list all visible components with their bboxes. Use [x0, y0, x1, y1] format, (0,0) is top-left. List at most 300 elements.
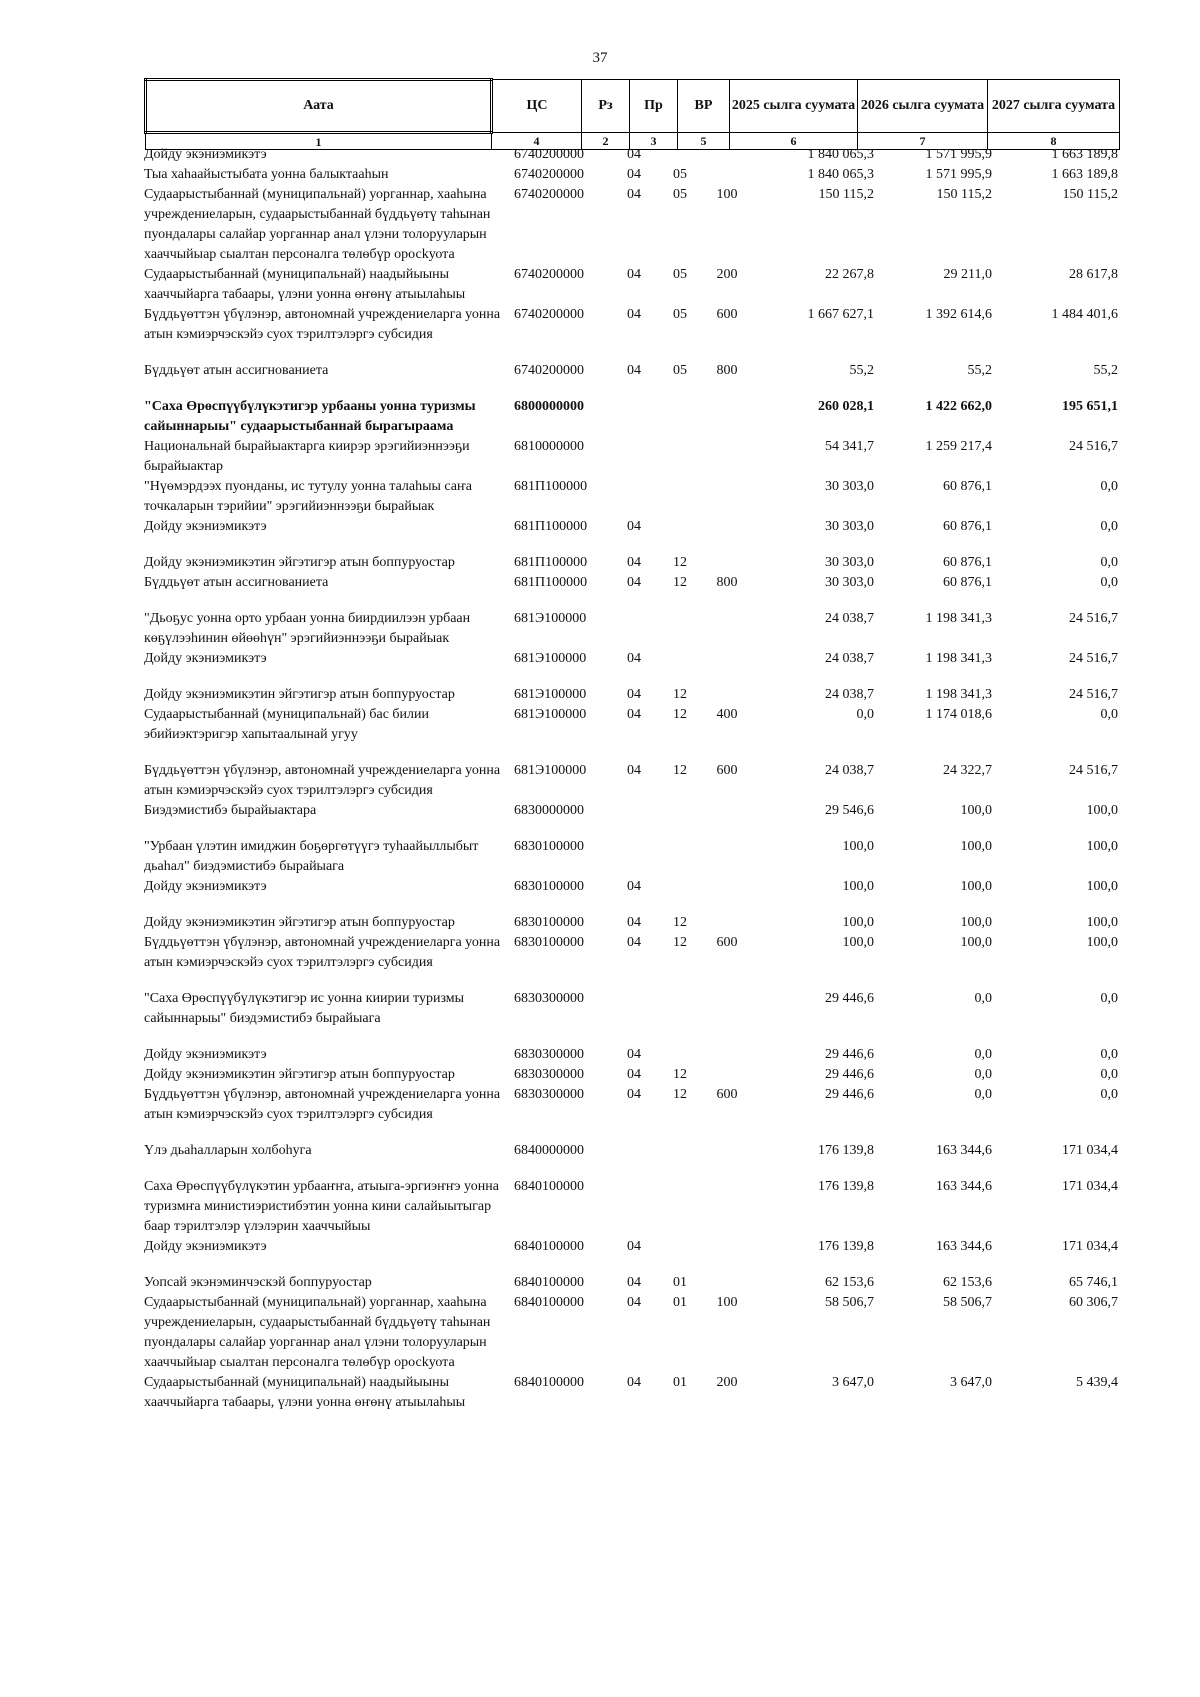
row-value-2026: 1 571 995,9 — [925, 167, 992, 182]
row-vr — [704, 1273, 750, 1293]
row-name: Дойду экэниэмикэтэ — [144, 879, 267, 894]
table-row — [144, 801, 1118, 837]
row-cs-code: 6830000000 — [514, 803, 584, 818]
table-row — [144, 477, 1118, 517]
row-pr — [656, 1141, 704, 1177]
row-name: Дойду экэниэмикэтэ — [144, 1047, 267, 1062]
row-cs-code: 6840000000 — [514, 1143, 584, 1158]
row-name: Дойду экэниэмикэтин эйгэтигэр атын боппуруостар — [144, 915, 455, 930]
table-row — [144, 1177, 1118, 1237]
table-row — [144, 877, 1118, 913]
row-value-2026: 0,0 — [974, 1087, 992, 1102]
row-name: Судаарыстыбаннай (муниципальнай) уорганнар, хааһына учреждениеларын, судаарыстыбаннай бүддьүөтү таһынан пуондалары салайар уорганнар анал үлэни толорууларын хааччыйыар сыалтан персоналга төлөбүр оросkуота — [144, 187, 491, 262]
table-row — [144, 361, 1118, 397]
row-value-2026: 1 198 341,3 — [925, 651, 992, 666]
row-value-2025: 62 153,6 — [825, 1275, 874, 1290]
row-value-2026: 58 506,7 — [943, 1295, 992, 1310]
row-value-2025: 22 267,8 — [825, 267, 874, 282]
row-value-2027: 1 484 401,6 — [1051, 307, 1118, 322]
table-row — [144, 1065, 1118, 1085]
col-number-2026: 7 — [858, 133, 988, 150]
row-value-2027: 100,0 — [1086, 879, 1118, 894]
col-header-vr: ВР — [678, 80, 730, 133]
row-pr: 12 — [673, 1067, 687, 1082]
row-rz: 04 — [627, 763, 641, 778]
row-name: Судаарыстыбаннай (муниципальнай) наадыйыыны хааччыйарга табаары, үлэни уонна өҥөнү атыылаһыы — [144, 1375, 466, 1410]
row-rz — [612, 801, 656, 837]
table-row — [144, 265, 1118, 305]
row-cs-code: 6830100000 — [514, 935, 584, 950]
row-pr — [656, 801, 704, 837]
table-row — [144, 305, 1118, 361]
row-value-2025: 100,0 — [842, 839, 874, 854]
col-header-pr: Пр — [630, 80, 678, 133]
row-rz — [612, 397, 656, 437]
row-vr — [704, 1177, 750, 1237]
row-value-2027: 65 746,1 — [1069, 1275, 1118, 1290]
row-vr: 400 — [716, 707, 738, 722]
row-cs-code: 681Э100000 — [514, 651, 587, 666]
row-value-2026: 60 876,1 — [943, 555, 992, 570]
table-row — [144, 989, 1118, 1045]
col-header-2026: 2026 сылга суумата — [858, 80, 988, 133]
row-value-2027: 24 516,7 — [1069, 687, 1118, 702]
row-vr — [704, 437, 750, 477]
row-rz: 04 — [627, 687, 641, 702]
row-cs-code: 6840100000 — [514, 1179, 584, 1194]
row-rz — [612, 609, 656, 649]
row-vr — [704, 837, 750, 877]
row-cs-code: 6740200000 — [514, 307, 584, 322]
row-value-2027: 100,0 — [1086, 803, 1118, 818]
row-rz — [612, 837, 656, 877]
row-rz: 04 — [627, 1239, 641, 1254]
table-row — [144, 1085, 1118, 1141]
row-name: Судаарыстыбаннай (муниципальнай) наадыйыыны хааччыйарга табаары, үлэни уонна өҥөнү атыылаһыы — [144, 267, 466, 302]
row-pr — [656, 1177, 704, 1237]
row-value-2025: 24 038,7 — [825, 651, 874, 666]
row-name: Биэдэмистибэ бырайыактара — [144, 803, 317, 818]
table-row — [144, 185, 1118, 265]
row-cs-code: 6740200000 — [514, 187, 584, 202]
row-pr: 12 — [673, 915, 687, 930]
row-pr: 12 — [673, 555, 687, 570]
row-cs-code: 681П100000 — [514, 519, 588, 534]
row-value-2026: 163 344,6 — [936, 1179, 992, 1194]
row-pr: 12 — [673, 707, 687, 722]
row-value-2025: 58 506,7 — [825, 1295, 874, 1310]
table-row — [144, 145, 1118, 165]
row-value-2025: 30 303,0 — [825, 575, 874, 590]
row-cs-code: 6740200000 — [514, 167, 584, 182]
row-rz: 04 — [627, 147, 641, 162]
row-value-2026: 100,0 — [960, 839, 992, 854]
row-rz: 04 — [627, 1067, 641, 1082]
row-rz: 04 — [627, 307, 641, 322]
row-cs-code: 6740200000 — [514, 267, 584, 282]
row-rz: 04 — [627, 1047, 641, 1062]
row-vr — [704, 609, 750, 649]
row-value-2025: 260 028,1 — [818, 399, 874, 414]
table-row — [144, 1045, 1118, 1065]
row-value-2025: 0,0 — [856, 707, 874, 722]
row-name: Бүддьүөт атын ассигнованиета — [144, 575, 329, 590]
table-row — [144, 609, 1118, 649]
row-name: Судаарыстыбаннай (муниципальнай) бас билии эбийиэктэригэр хапытаалынай угуу — [144, 707, 430, 742]
row-value-2027: 0,0 — [1100, 575, 1118, 590]
row-rz: 04 — [627, 519, 641, 534]
row-value-2025: 29 446,6 — [825, 1067, 874, 1082]
row-value-2025: 30 303,0 — [825, 479, 874, 494]
row-cs-code: 6810000000 — [514, 439, 584, 454]
row-vr — [704, 1237, 750, 1273]
row-value-2027: 28 617,8 — [1069, 267, 1118, 282]
table-row — [144, 837, 1118, 877]
row-value-2027: 171 034,4 — [1062, 1143, 1118, 1158]
row-name: Дойду экэниэмикэтин эйгэтигэр атын боппуруостар — [144, 555, 455, 570]
row-pr: 05 — [673, 267, 687, 282]
row-pr — [656, 649, 704, 685]
row-rz: 04 — [627, 707, 641, 722]
row-pr: 01 — [673, 1275, 687, 1290]
row-cs-code: 6840100000 — [514, 1239, 584, 1254]
row-cs-code: 681П100000 — [514, 479, 588, 494]
row-rz: 04 — [627, 1087, 641, 1102]
row-value-2027: 100,0 — [1086, 915, 1118, 930]
col-number-cs: 4 — [492, 133, 582, 150]
row-value-2025: 100,0 — [842, 915, 874, 930]
row-value-2027: 1 663 189,8 — [1051, 147, 1118, 162]
row-pr: 05 — [673, 187, 687, 202]
row-rz: 04 — [627, 267, 641, 282]
row-rz — [612, 437, 656, 477]
row-vr — [704, 517, 750, 553]
row-value-2025: 176 139,8 — [818, 1239, 874, 1254]
row-pr — [656, 397, 704, 437]
row-value-2026: 150 115,2 — [936, 187, 992, 202]
row-value-2027: 0,0 — [1100, 1067, 1118, 1082]
row-value-2027: 55,2 — [1093, 363, 1118, 378]
row-value-2026: 1 198 341,3 — [925, 611, 992, 626]
row-vr: 600 — [716, 935, 738, 950]
col-number-vr: 5 — [678, 133, 730, 150]
table-header — [144, 78, 1120, 150]
row-value-2027: 0,0 — [1100, 991, 1118, 1006]
row-value-2026: 60 876,1 — [943, 519, 992, 534]
table-row — [144, 1141, 1118, 1177]
row-name: Дойду экэниэмикэтэ — [144, 147, 267, 162]
row-pr: 12 — [673, 687, 687, 702]
row-value-2027: 195 651,1 — [1062, 399, 1118, 414]
row-rz: 04 — [627, 363, 641, 378]
row-name: Саха Өрөспүүбүлүкэтин урбааҥҥа, атыыга-эргиэҥҥэ уонна туризмҥа министиэристибэтин уонна кини салайыытыгар баар тэрилтэлэр үлэлэрин хааччыйыы — [144, 1179, 499, 1234]
table-row — [144, 553, 1118, 573]
row-cs-code: 6830300000 — [514, 1067, 584, 1082]
row-name: "Урбаан үлэтин имиджин боҕөргөтүүгэ туһаайыллыбыт дьаһал" биэдэмистибэ бырайыага — [144, 839, 479, 874]
row-value-2027: 150 115,2 — [1062, 187, 1118, 202]
table-row — [144, 1293, 1118, 1373]
row-vr — [704, 165, 750, 185]
col-number-name: 1 — [146, 133, 492, 150]
row-vr: 800 — [716, 575, 738, 590]
row-value-2027: 24 516,7 — [1069, 439, 1118, 454]
row-rz: 04 — [627, 187, 641, 202]
row-pr: 12 — [673, 935, 687, 950]
row-cs-code: 681Э100000 — [514, 687, 587, 702]
row-pr — [656, 609, 704, 649]
row-vr — [704, 1141, 750, 1177]
row-value-2027: 24 516,7 — [1069, 611, 1118, 626]
row-vr — [704, 989, 750, 1045]
row-value-2025: 29 446,6 — [825, 1047, 874, 1062]
row-vr — [704, 1045, 750, 1065]
row-value-2026: 62 153,6 — [943, 1275, 992, 1290]
row-value-2025: 3 647,0 — [832, 1375, 874, 1390]
row-value-2026: 0,0 — [974, 1047, 992, 1062]
row-value-2026: 1 198 341,3 — [925, 687, 992, 702]
row-cs-code: 681П100000 — [514, 555, 588, 570]
row-name: Бүддьүөттэн үбүлэнэр, автономнай учреждениеларга уонна атын кэмиэрчэскэйэ суох тэрилтэлэргэ субсидия — [144, 1087, 501, 1122]
row-vr — [704, 553, 750, 573]
row-value-2027: 24 516,7 — [1069, 763, 1118, 778]
row-name: Бүддьүөттэн үбүлэнэр, автономнай учреждениеларга уонна атын кэмиэрчэскэйэ суох тэрилтэлэргэ субсидия — [144, 935, 501, 970]
row-cs-code: 681П100000 — [514, 575, 588, 590]
row-rz: 04 — [627, 167, 641, 182]
row-name: Дойду экэниэмикэтэ — [144, 651, 267, 666]
row-pr: 12 — [673, 763, 687, 778]
row-vr — [704, 397, 750, 437]
row-name: Дойду экэниэмикэтэ — [144, 519, 267, 534]
row-value-2026: 55,2 — [967, 363, 992, 378]
row-cs-code: 6830300000 — [514, 991, 584, 1006]
table-row — [144, 397, 1118, 437]
row-value-2026: 163 344,6 — [936, 1143, 992, 1158]
row-value-2026: 1 174 018,6 — [925, 707, 992, 722]
row-value-2025: 1 840 065,3 — [807, 167, 874, 182]
row-pr — [656, 989, 704, 1045]
row-value-2026: 60 876,1 — [943, 575, 992, 590]
row-rz: 04 — [627, 1295, 641, 1310]
row-value-2027: 5 439,4 — [1076, 1375, 1118, 1390]
table-row — [144, 913, 1118, 933]
row-cs-code: 6840100000 — [514, 1275, 584, 1290]
page-number: 37 — [592, 50, 608, 66]
row-value-2027: 0,0 — [1100, 1047, 1118, 1062]
row-name: Үлэ дьаһалларын холбоһуга — [144, 1143, 312, 1158]
row-rz: 04 — [627, 1275, 641, 1290]
row-vr — [704, 877, 750, 913]
table-row — [144, 517, 1118, 553]
row-cs-code: 6740200000 — [514, 147, 584, 162]
row-cs-code: 6740200000 — [514, 363, 584, 378]
table-row — [144, 165, 1118, 185]
row-cs-code: 681Э100000 — [514, 611, 587, 626]
row-value-2027: 0,0 — [1100, 479, 1118, 494]
row-value-2026: 163 344,6 — [936, 1239, 992, 1254]
row-vr — [704, 477, 750, 517]
row-value-2026: 1 571 995,9 — [925, 147, 992, 162]
row-name: "Дьоҕус уонна орто урбаан уонна биирдиилээн урбаан көҕүлээһинин өйөөһүн" эрэгийиэннээҕи бырайыак — [144, 611, 471, 646]
row-vr: 100 — [716, 1295, 738, 1310]
row-pr: 05 — [673, 307, 687, 322]
row-cs-code: 6840100000 — [514, 1375, 584, 1390]
row-pr — [656, 145, 704, 165]
table-row — [144, 1237, 1118, 1273]
col-header-rz: Рз — [582, 80, 630, 133]
row-value-2027: 24 516,7 — [1069, 651, 1118, 666]
row-cs-code: 6830100000 — [514, 915, 584, 930]
table-row — [144, 705, 1118, 761]
row-value-2026: 1 259 217,4 — [925, 439, 992, 454]
table-row — [144, 685, 1118, 705]
row-vr — [704, 685, 750, 705]
row-name: Уопсай экэнэминчэскэй боппуруостар — [144, 1275, 372, 1290]
row-cs-code: 6830100000 — [514, 879, 584, 894]
row-value-2025: 1 667 627,1 — [807, 307, 874, 322]
row-value-2025: 100,0 — [842, 935, 874, 950]
row-vr — [704, 1065, 750, 1085]
row-value-2026: 1 392 614,6 — [925, 307, 992, 322]
table-row — [144, 933, 1118, 989]
row-vr: 200 — [716, 267, 738, 282]
row-rz — [612, 1141, 656, 1177]
row-name: Дойду экэниэмикэтэ — [144, 1239, 267, 1254]
row-rz: 04 — [627, 651, 641, 666]
row-rz: 04 — [627, 935, 641, 950]
row-value-2025: 1 840 065,3 — [807, 147, 874, 162]
row-value-2026: 0,0 — [974, 991, 992, 1006]
row-pr — [656, 837, 704, 877]
table-row — [144, 573, 1118, 609]
row-value-2027: 171 034,4 — [1062, 1239, 1118, 1254]
row-pr: 05 — [673, 167, 687, 182]
col-header-2027: 2027 сылга суумата — [988, 80, 1120, 133]
row-vr: 600 — [716, 1087, 738, 1102]
row-rz — [612, 989, 656, 1045]
row-cs-code: 681Э100000 — [514, 707, 587, 722]
row-pr: 12 — [673, 575, 687, 590]
row-pr — [656, 1045, 704, 1065]
row-value-2026: 60 876,1 — [943, 479, 992, 494]
row-vr: 200 — [716, 1375, 738, 1390]
row-value-2026: 100,0 — [960, 915, 992, 930]
row-value-2027: 0,0 — [1100, 519, 1118, 534]
row-vr — [704, 145, 750, 165]
row-pr — [656, 1237, 704, 1273]
row-name: Дойду экэниэмикэтин эйгэтигэр атын боппуруостар — [144, 1067, 455, 1082]
col-number-2025: 6 — [730, 133, 858, 150]
row-value-2026: 100,0 — [960, 935, 992, 950]
col-number-2027: 8 — [988, 133, 1120, 150]
row-value-2026: 100,0 — [960, 803, 992, 818]
row-value-2026: 0,0 — [974, 1067, 992, 1082]
table-row — [144, 1373, 1118, 1413]
row-rz: 04 — [627, 555, 641, 570]
row-cs-code: 6800000000 — [514, 399, 584, 414]
row-pr — [656, 517, 704, 553]
row-name: Бүддьүөттэн үбүлэнэр, автономнай учреждениеларга уонна атын кэмиэрчэскэйэ суох тэрилтэлэргэ субсидия — [144, 307, 501, 342]
row-pr: 12 — [673, 1087, 687, 1102]
row-name: Судаарыстыбаннай (муниципальнай) уорганнар, хааһына учреждениеларын, судаарыстыбаннай бүддьүөтү таһынан пуондалары салайар уорганнар анал үлэни толорууларын хааччыйыар сыалтан персоналга төлөбүр оросkуота — [144, 1295, 491, 1370]
row-pr: 01 — [673, 1375, 687, 1390]
row-value-2025: 30 303,0 — [825, 555, 874, 570]
col-number-pr: 3 — [630, 133, 678, 150]
table-row — [144, 437, 1118, 477]
table-row — [144, 761, 1118, 801]
row-value-2025: 30 303,0 — [825, 519, 874, 534]
row-vr: 600 — [716, 763, 738, 778]
row-name: Бүддьүөттэн үбүлэнэр, автономнай учреждениеларга уонна атын кэмиэрчэскэйэ суох тэрилтэлэргэ субсидия — [144, 763, 501, 798]
col-header-name: Аата — [146, 80, 492, 133]
row-value-2026: 1 422 662,0 — [925, 399, 992, 414]
row-pr — [656, 877, 704, 913]
row-pr: 01 — [673, 1295, 687, 1310]
row-value-2025: 24 038,7 — [825, 763, 874, 778]
row-name: Тыа хаһаайыстыбата уонна балыктааһын — [144, 167, 389, 182]
row-cs-code: 681Э100000 — [514, 763, 587, 778]
row-name: "Саха Өрөспүүбүлүкэтигэр ис уонна киирии туризмы сайыннарыы" биэдэмистибэ бырайыага — [144, 991, 465, 1026]
row-vr — [704, 801, 750, 837]
row-value-2025: 54 341,7 — [825, 439, 874, 454]
row-rz — [612, 477, 656, 517]
row-pr: 05 — [673, 363, 687, 378]
row-value-2025: 29 446,6 — [825, 991, 874, 1006]
row-value-2025: 29 546,6 — [825, 803, 874, 818]
row-vr: 600 — [716, 307, 738, 322]
row-vr — [704, 913, 750, 933]
row-value-2025: 176 139,8 — [818, 1143, 874, 1158]
col-header-2025: 2025 сылга суумата — [730, 80, 858, 133]
row-value-2027: 0,0 — [1100, 1087, 1118, 1102]
row-name: Национальнай бырайыактарга киирэр эрэгийиэннээҕи бырайыактар — [144, 439, 470, 474]
row-vr: 800 — [716, 363, 738, 378]
row-value-2026: 29 211,0 — [943, 267, 992, 282]
row-value-2027: 100,0 — [1086, 839, 1118, 854]
budget-table — [144, 145, 1118, 1413]
row-pr — [656, 477, 704, 517]
row-cs-code: 6830300000 — [514, 1047, 584, 1062]
row-vr: 100 — [716, 187, 738, 202]
row-rz: 04 — [627, 915, 641, 930]
row-value-2025: 29 446,6 — [825, 1087, 874, 1102]
row-vr — [704, 649, 750, 685]
row-name: "Нүөмэрдээх пуонданы, ис тутулу уонна талаһыы саҥа точкаларын тэрийии" эрэгийиэннээҕи бырайыак — [144, 479, 472, 514]
table-row — [144, 1273, 1118, 1293]
row-value-2025: 24 038,7 — [825, 611, 874, 626]
row-value-2025: 150 115,2 — [818, 187, 874, 202]
col-header-cs: ЦС — [492, 80, 582, 133]
col-number-rz: 2 — [582, 133, 630, 150]
row-value-2025: 24 038,7 — [825, 687, 874, 702]
row-value-2027: 0,0 — [1100, 555, 1118, 570]
table-row — [144, 649, 1118, 685]
row-value-2026: 3 647,0 — [950, 1375, 992, 1390]
row-rz: 04 — [627, 1375, 641, 1390]
row-value-2026: 100,0 — [960, 879, 992, 894]
row-rz: 04 — [627, 575, 641, 590]
row-pr — [656, 437, 704, 477]
row-value-2027: 60 306,7 — [1069, 1295, 1118, 1310]
row-value-2027: 1 663 189,8 — [1051, 167, 1118, 182]
row-cs-code: 6830100000 — [514, 839, 584, 854]
row-cs-code: 6830300000 — [514, 1087, 584, 1102]
row-name: "Саха Өрөспүүбүлүкэтигэр урбааны уонна туризмы сайыннарыы" судаарыстыбаннай бырагыраама — [144, 399, 476, 434]
row-name: Бүддьүөт атын ассигнованиета — [144, 363, 329, 378]
row-value-2026: 24 322,7 — [943, 763, 992, 778]
row-value-2025: 100,0 — [842, 879, 874, 894]
row-rz — [612, 1177, 656, 1237]
row-value-2027: 0,0 — [1100, 707, 1118, 722]
